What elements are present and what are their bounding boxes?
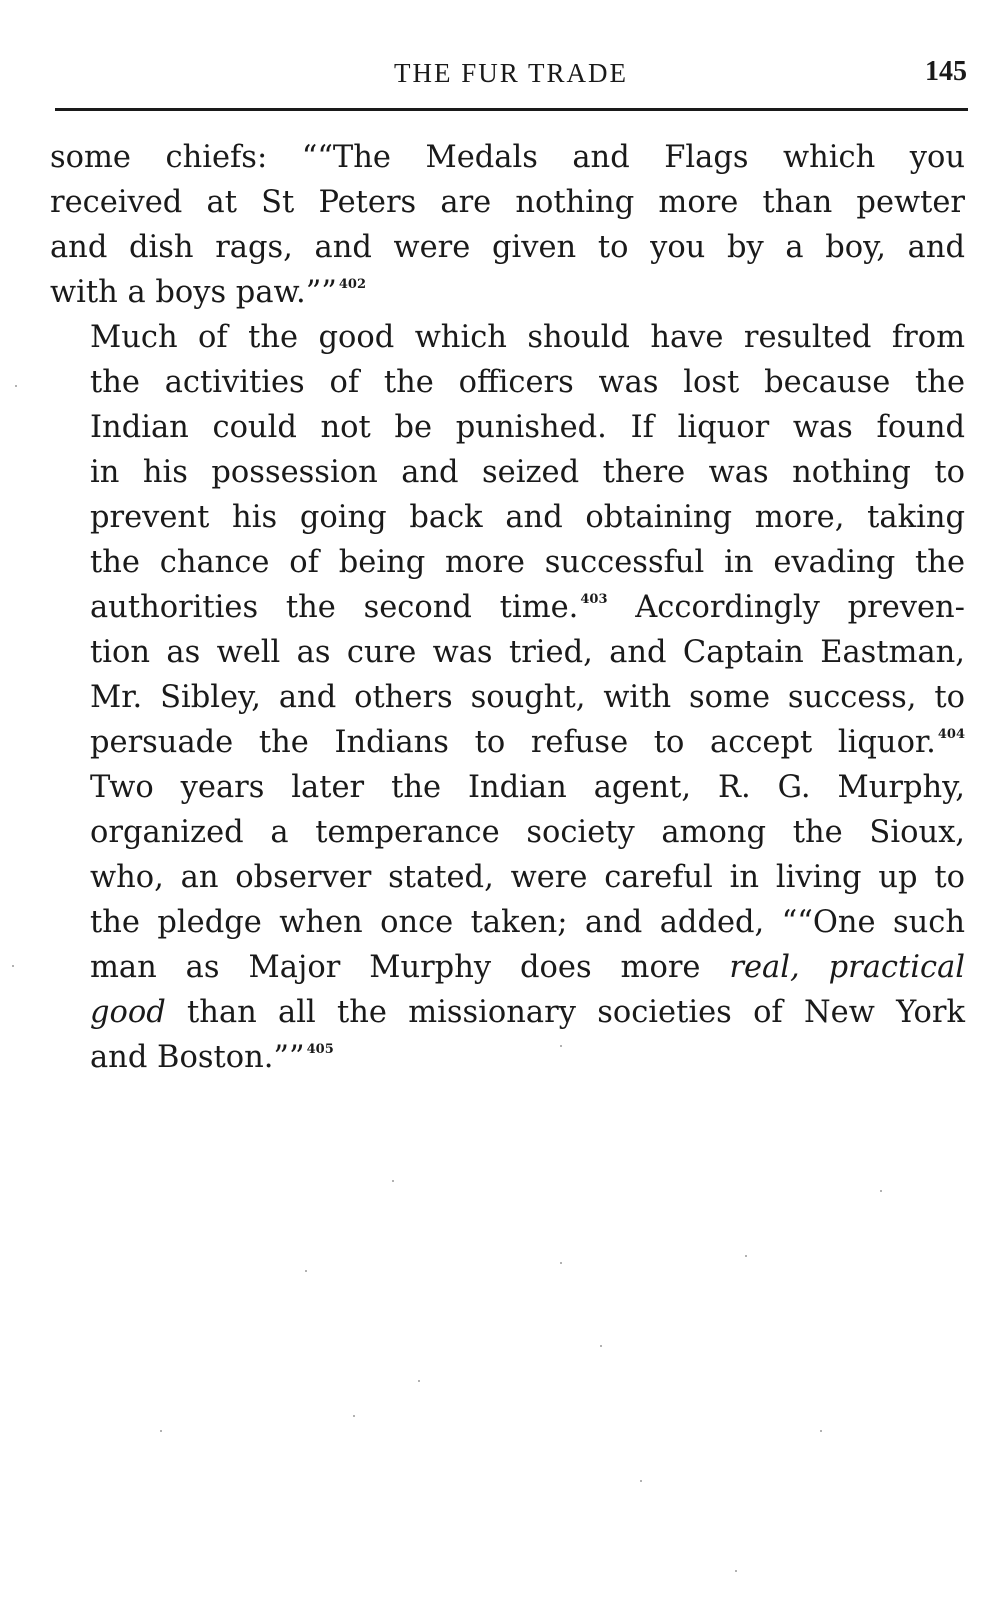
italic-text: real, practical — [729, 950, 966, 985]
text-line: Indian could not be punished. If liquor was found — [90, 410, 965, 445]
text-line — [50, 270, 965, 315]
scan-speck — [880, 1190, 882, 1192]
scan-speck — [820, 1430, 822, 1432]
body-text — [50, 135, 965, 1080]
text-line: received at St Peters are nothing more than pewter — [50, 185, 965, 220]
text-line — [50, 1035, 965, 1080]
text-fragment: than all the missionary societies of New York — [187, 995, 965, 1030]
scan-speck — [392, 1180, 394, 1182]
scan-speck — [160, 1430, 162, 1432]
text-line: who, an observer stated, were careful in living up to — [90, 860, 965, 895]
text-line — [50, 990, 965, 1035]
text-line — [50, 585, 965, 630]
scan-speck — [418, 1380, 420, 1382]
text-line: Two years later the Indian agent, R. G. Murphy, — [90, 770, 965, 805]
scan-speck — [15, 385, 17, 387]
scan-speck — [600, 1345, 602, 1347]
footnote-ref-404: 404 — [937, 727, 965, 742]
scan-speck — [12, 965, 14, 967]
text-fragment: and Boston.”” — [90, 1040, 305, 1075]
text-line — [50, 945, 965, 990]
scan-speck — [305, 1270, 307, 1272]
text-line: Mr. Sibley, and others sought, with some success, to — [90, 680, 965, 715]
text-fragment: Accordingly preven- — [635, 590, 965, 625]
scan-speck — [745, 1255, 747, 1257]
footnote-ref-403: 403 — [580, 592, 608, 607]
scan-speck — [560, 1045, 562, 1047]
scan-speck — [353, 1415, 355, 1417]
text-line: the activities of the officers was lost because the — [90, 365, 965, 400]
scan-speck — [735, 1570, 737, 1572]
running-head — [55, 52, 967, 100]
running-title: THE FUR TRADE — [393, 58, 628, 88]
page-number: 145 — [925, 56, 967, 87]
text-fragment: persuade the Indians to refuse to accept liquor. — [90, 725, 936, 760]
text-line: in his possession and seized there was nothing to — [90, 455, 965, 490]
paragraph-1 — [50, 135, 965, 315]
text-fragment: man as Major Murphy does more — [90, 950, 701, 985]
text-line: and dish rags, and were given to you by a boy, and — [50, 230, 965, 265]
text-line — [50, 720, 965, 765]
italic-text: good — [90, 995, 166, 1030]
footnote-ref-405: 405 — [306, 1042, 334, 1057]
text-line: Much of the good which should have resulted from — [90, 320, 965, 355]
text-line: prevent his going back and obtaining more, taking — [90, 500, 965, 535]
text-line: the chance of being more successful in evading the — [90, 545, 965, 580]
text-line: the pledge when once taken; and added, ““One such — [90, 905, 965, 940]
paragraph-2 — [50, 315, 965, 1080]
scan-speck — [560, 1262, 562, 1264]
text-fragment: authorities the second time. — [90, 590, 579, 625]
text-line: organized a temperance society among the Sioux, — [90, 815, 965, 850]
scan-speck — [640, 1480, 642, 1482]
footnote-ref-402: 402 — [338, 277, 367, 292]
text-fragment: with a boys paw.”” — [50, 275, 337, 310]
text-line: tion as well as cure was tried, and Captain Eastman, — [90, 635, 965, 670]
text-line: some chiefs: ““The Medals and Flags which you — [50, 140, 965, 175]
header-rule — [55, 108, 968, 111]
